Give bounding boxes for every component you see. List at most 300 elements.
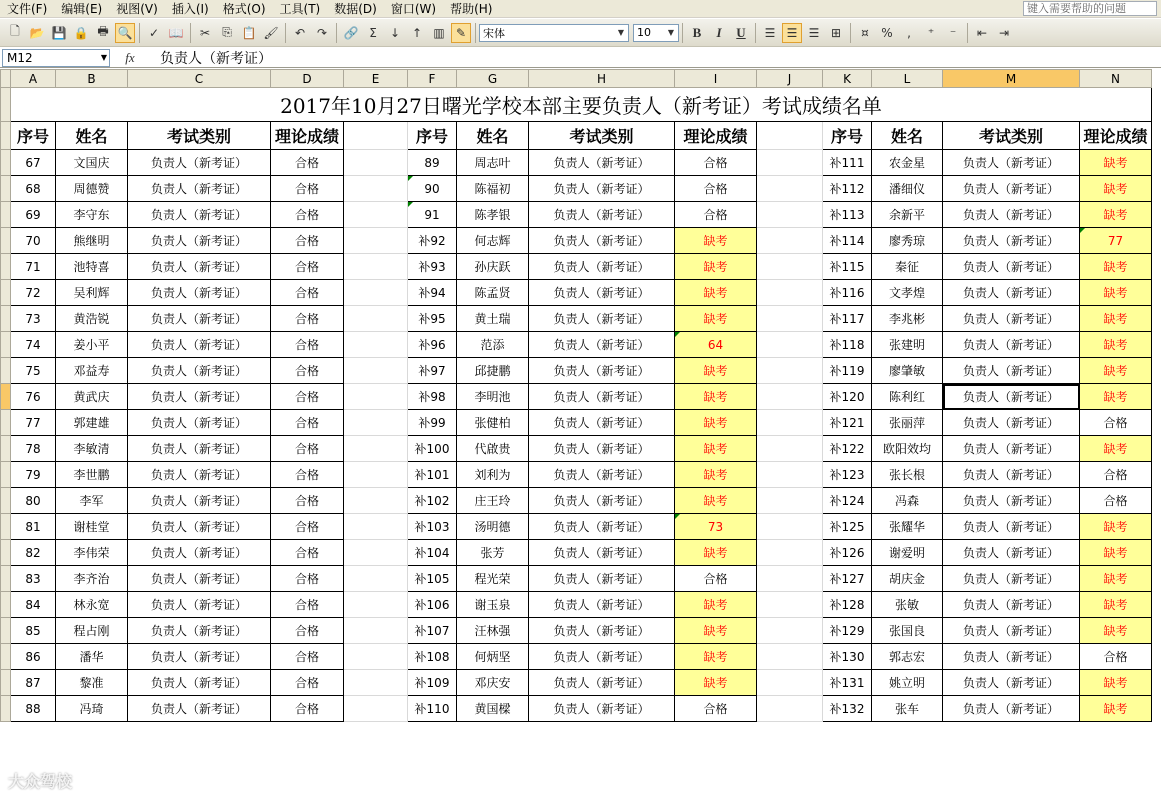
score-cell[interactable]: 合格 [271, 514, 344, 540]
serial-number-cell[interactable]: 补109 [408, 670, 457, 696]
column-title-cell[interactable]: 序号 [823, 122, 872, 150]
name-cell[interactable]: 廖肇敏 [872, 358, 943, 384]
sheet-title[interactable]: 2017年10月27日曙光学校本部主要负责人（新考证）考试成绩名单 [11, 88, 1152, 122]
score-cell[interactable]: 缺考 [1080, 358, 1152, 384]
column-title-cell[interactable]: 序号 [408, 122, 457, 150]
serial-number-cell[interactable]: 68 [11, 176, 56, 202]
name-cell[interactable]: 范添 [457, 332, 529, 358]
exam-type-cell[interactable]: 负责人（新考证） [128, 306, 271, 332]
align-center-icon[interactable]: ☰ [782, 23, 802, 43]
score-cell[interactable]: 缺考 [1080, 566, 1152, 592]
name-cell[interactable]: 冯琦 [56, 696, 128, 722]
column-header[interactable]: H [529, 70, 675, 88]
score-cell[interactable]: 合格 [271, 306, 344, 332]
format-painter-icon[interactable]: 🖌 [263, 25, 279, 40]
name-cell[interactable]: 黄国樑 [457, 696, 529, 722]
exam-type-cell[interactable]: 负责人（新考证） [943, 150, 1080, 176]
name-cell[interactable]: 李齐治 [56, 566, 128, 592]
exam-type-cell[interactable]: 负责人（新考证） [529, 592, 675, 618]
name-cell[interactable]: 文国庆 [56, 150, 128, 176]
empty-cell[interactable] [344, 332, 408, 358]
exam-type-cell[interactable]: 负责人（新考证） [128, 358, 271, 384]
score-cell[interactable]: 合格 [271, 592, 344, 618]
name-cell[interactable]: 冯森 [872, 488, 943, 514]
score-cell[interactable]: 合格 [271, 150, 344, 176]
exam-type-cell[interactable]: 负责人（新考证） [128, 488, 271, 514]
empty-cell[interactable] [757, 462, 823, 488]
exam-type-cell[interactable]: 负责人（新考证） [943, 410, 1080, 436]
serial-number-cell[interactable]: 71 [11, 254, 56, 280]
score-cell[interactable]: 合格 [1080, 488, 1152, 514]
name-cell[interactable]: 吴利辉 [56, 280, 128, 306]
bold-button[interactable]: B [692, 24, 702, 40]
cut-icon[interactable]: ✂ [199, 25, 211, 40]
name-cell[interactable]: 李敏清 [56, 436, 128, 462]
name-cell[interactable]: 陈福初 [457, 176, 529, 202]
score-cell[interactable]: 合格 [675, 566, 757, 592]
row-header[interactable] [1, 514, 11, 540]
column-header[interactable]: I [675, 70, 757, 88]
empty-cell[interactable] [344, 306, 408, 332]
column-header[interactable]: A [11, 70, 56, 88]
exam-type-cell[interactable]: 负责人（新考证） [128, 280, 271, 306]
column-title-cell[interactable]: 考试类别 [128, 122, 271, 150]
empty-cell[interactable] [344, 540, 408, 566]
menu-item[interactable]: 插入(I) [171, 1, 209, 16]
name-cell[interactable]: 代啟贵 [457, 436, 529, 462]
empty-cell[interactable] [757, 436, 823, 462]
name-cell[interactable]: 何志辉 [457, 228, 529, 254]
serial-number-cell[interactable]: 73 [11, 306, 56, 332]
score-cell[interactable]: 合格 [271, 566, 344, 592]
exam-type-cell[interactable]: 负责人（新考证） [529, 462, 675, 488]
name-cell[interactable]: 谢玉泉 [457, 592, 529, 618]
name-cell[interactable]: 郭建雄 [56, 410, 128, 436]
empty-cell[interactable] [757, 540, 823, 566]
serial-number-cell[interactable]: 补114 [823, 228, 872, 254]
name-cell[interactable]: 张建明 [872, 332, 943, 358]
currency-icon[interactable]: ¤ [861, 25, 869, 40]
score-cell[interactable]: 合格 [1080, 462, 1152, 488]
row-header[interactable] [1, 358, 11, 384]
name-cell[interactable]: 胡庆金 [872, 566, 943, 592]
percent-button[interactable]: % [881, 25, 893, 40]
exam-type-cell[interactable]: 负责人（新考证） [128, 644, 271, 670]
column-header[interactable]: N [1080, 70, 1152, 88]
serial-number-cell[interactable]: 90 [408, 176, 457, 202]
serial-number-cell[interactable]: 75 [11, 358, 56, 384]
chevron-down-icon[interactable]: ▼ [617, 27, 625, 37]
empty-cell[interactable] [757, 696, 823, 722]
print-preview-icon[interactable]: 🔍 [115, 23, 135, 43]
serial-number-cell[interactable]: 69 [11, 202, 56, 228]
empty-cell[interactable] [757, 358, 823, 384]
name-cell[interactable]: 陈孟贤 [457, 280, 529, 306]
score-cell[interactable]: 缺考 [675, 384, 757, 410]
name-cell[interactable]: 熊继明 [56, 228, 128, 254]
empty-cell[interactable] [344, 202, 408, 228]
score-cell[interactable]: 合格 [675, 150, 757, 176]
score-cell[interactable]: 合格 [675, 696, 757, 722]
name-cell[interactable]: 黄武庆 [56, 384, 128, 410]
open-folder-icon[interactable]: 📂 [29, 25, 45, 40]
column-header[interactable]: C [128, 70, 271, 88]
serial-number-cell[interactable]: 补129 [823, 618, 872, 644]
score-cell[interactable]: 缺考 [675, 436, 757, 462]
score-cell[interactable]: 合格 [271, 280, 344, 306]
serial-number-cell[interactable]: 82 [11, 540, 56, 566]
new-file-icon[interactable]: 🗋 [10, 24, 20, 38]
serial-number-cell[interactable]: 85 [11, 618, 56, 644]
name-cell[interactable]: 邓庆安 [457, 670, 529, 696]
name-cell[interactable]: 黄浩锐 [56, 306, 128, 332]
score-cell[interactable]: 缺考 [675, 488, 757, 514]
serial-number-cell[interactable]: 补99 [408, 410, 457, 436]
serial-number-cell[interactable]: 补117 [823, 306, 872, 332]
exam-type-cell[interactable]: 负责人（新考证） [529, 670, 675, 696]
row-header[interactable] [1, 644, 11, 670]
score-cell[interactable]: 缺考 [1080, 176, 1152, 202]
serial-number-cell[interactable]: 补105 [408, 566, 457, 592]
score-cell[interactable]: 73 [675, 514, 757, 540]
row-header[interactable] [1, 670, 11, 696]
serial-number-cell[interactable]: 补125 [823, 514, 872, 540]
exam-type-cell[interactable]: 负责人（新考证） [943, 332, 1080, 358]
exam-type-cell[interactable]: 负责人（新考证） [529, 254, 675, 280]
column-title-cell[interactable]: 序号 [11, 122, 56, 150]
column-title-cell[interactable]: 考试类别 [529, 122, 675, 150]
name-cell[interactable]: 李世鹏 [56, 462, 128, 488]
empty-cell[interactable] [344, 436, 408, 462]
empty-cell[interactable] [757, 150, 823, 176]
column-header[interactable]: D [271, 70, 344, 88]
empty-cell[interactable] [344, 488, 408, 514]
underline-button[interactable]: U [736, 24, 746, 40]
sort-ascending-icon[interactable]: ↓ [389, 25, 401, 40]
undo-icon[interactable]: ↶ [294, 25, 306, 40]
score-cell[interactable]: 合格 [271, 488, 344, 514]
exam-type-cell[interactable]: 负责人（新考证） [128, 202, 271, 228]
empty-cell[interactable] [344, 644, 408, 670]
name-cell[interactable]: 李守东 [56, 202, 128, 228]
name-cell[interactable]: 潘细仪 [872, 176, 943, 202]
empty-cell[interactable] [344, 358, 408, 384]
serial-number-cell[interactable]: 87 [11, 670, 56, 696]
menu-item[interactable]: 编辑(E) [61, 1, 103, 16]
serial-number-cell[interactable]: 86 [11, 644, 56, 670]
menu-item[interactable]: 数据(D) [334, 1, 377, 16]
formula-content[interactable]: 负责人（新考证） [160, 50, 272, 67]
score-cell[interactable]: 合格 [271, 176, 344, 202]
score-cell[interactable]: 合格 [271, 540, 344, 566]
column-header[interactable]: L [872, 70, 943, 88]
row-header[interactable] [1, 228, 11, 254]
exam-type-cell[interactable]: 负责人（新考证） [943, 202, 1080, 228]
exam-type-cell[interactable]: 负责人（新考证） [943, 176, 1080, 202]
empty-cell[interactable] [344, 462, 408, 488]
serial-number-cell[interactable]: 81 [11, 514, 56, 540]
name-cell[interactable]: 李兆彬 [872, 306, 943, 332]
serial-number-cell[interactable]: 补92 [408, 228, 457, 254]
exam-type-cell[interactable]: 负责人（新考证） [943, 566, 1080, 592]
decrease-decimal-icon[interactable]: ⁻ [949, 25, 957, 40]
exam-type-cell[interactable]: 负责人（新考证） [529, 696, 675, 722]
row-header[interactable] [1, 566, 11, 592]
column-title-cell[interactable]: 姓名 [457, 122, 529, 150]
empty-cell[interactable] [344, 280, 408, 306]
score-cell[interactable]: 缺考 [675, 644, 757, 670]
serial-number-cell[interactable]: 补101 [408, 462, 457, 488]
serial-number-cell[interactable]: 88 [11, 696, 56, 722]
name-cell[interactable]: 农金星 [872, 150, 943, 176]
italic-button[interactable]: I [716, 24, 722, 40]
score-cell[interactable]: 合格 [271, 670, 344, 696]
empty-cell[interactable] [344, 566, 408, 592]
name-cell[interactable]: 汤明德 [457, 514, 529, 540]
font-size-combo[interactable] [633, 24, 679, 42]
score-cell[interactable]: 合格 [271, 358, 344, 384]
row-header[interactable] [1, 488, 11, 514]
score-cell[interactable]: 合格 [271, 332, 344, 358]
score-cell[interactable]: 合格 [675, 176, 757, 202]
score-cell[interactable]: 缺考 [1080, 670, 1152, 696]
name-cell[interactable]: 秦征 [872, 254, 943, 280]
exam-type-cell[interactable]: 负责人（新考证） [529, 358, 675, 384]
empty-cell[interactable] [344, 150, 408, 176]
permission-icon[interactable]: 🔒 [73, 25, 89, 40]
serial-number-cell[interactable]: 补122 [823, 436, 872, 462]
serial-number-cell[interactable]: 补103 [408, 514, 457, 540]
name-cell[interactable]: 程占刚 [56, 618, 128, 644]
name-cell[interactable]: 池特喜 [56, 254, 128, 280]
name-cell[interactable]: 欧阳效均 [872, 436, 943, 462]
increase-decimal-icon[interactable]: ⁺ [927, 25, 935, 40]
column-header[interactable]: F [408, 70, 457, 88]
serial-number-cell[interactable]: 补119 [823, 358, 872, 384]
row-header[interactable] [1, 462, 11, 488]
menu-item[interactable]: 工具(T) [279, 1, 321, 16]
decrease-indent-icon[interactable]: ⇤ [976, 25, 988, 40]
column-header[interactable]: B [56, 70, 128, 88]
serial-number-cell[interactable]: 补126 [823, 540, 872, 566]
row-header[interactable] [1, 176, 11, 202]
score-cell[interactable]: 合格 [271, 696, 344, 722]
exam-type-cell[interactable]: 负责人（新考证） [943, 280, 1080, 306]
name-cell[interactable]: 文孝煌 [872, 280, 943, 306]
name-cell[interactable]: 张国良 [872, 618, 943, 644]
column-title-cell[interactable]: 理论成绩 [271, 122, 344, 150]
serial-number-cell[interactable]: 80 [11, 488, 56, 514]
score-cell[interactable]: 缺考 [1080, 618, 1152, 644]
serial-number-cell[interactable]: 补123 [823, 462, 872, 488]
empty-cell[interactable] [757, 488, 823, 514]
serial-number-cell[interactable]: 补100 [408, 436, 457, 462]
score-cell[interactable]: 缺考 [675, 462, 757, 488]
name-cell[interactable]: 庄王玲 [457, 488, 529, 514]
merge-center-icon[interactable]: ⊞ [830, 25, 842, 40]
align-right-icon[interactable]: ☰ [808, 25, 820, 40]
exam-type-cell[interactable]: 负责人（新考证） [943, 358, 1080, 384]
exam-type-cell[interactable]: 负责人（新考证） [529, 540, 675, 566]
name-cell[interactable]: 姚立明 [872, 670, 943, 696]
empty-cell[interactable] [344, 410, 408, 436]
serial-number-cell[interactable]: 补93 [408, 254, 457, 280]
column-header[interactable]: E [344, 70, 408, 88]
score-cell[interactable]: 缺考 [1080, 696, 1152, 722]
name-cell[interactable]: 李军 [56, 488, 128, 514]
empty-cell[interactable] [757, 514, 823, 540]
name-cell[interactable]: 张健柏 [457, 410, 529, 436]
row-header[interactable] [1, 618, 11, 644]
serial-number-cell[interactable]: 补121 [823, 410, 872, 436]
score-cell[interactable]: 缺考 [1080, 540, 1152, 566]
score-cell[interactable]: 缺考 [1080, 332, 1152, 358]
exam-type-cell[interactable]: 负责人（新考证） [128, 150, 271, 176]
score-cell[interactable]: 合格 [1080, 410, 1152, 436]
exam-type-cell[interactable]: 负责人（新考证） [529, 488, 675, 514]
exam-type-cell[interactable]: 负责人（新考证） [529, 150, 675, 176]
name-cell[interactable]: 张丽萍 [872, 410, 943, 436]
name-cell[interactable]: 程光荣 [457, 566, 529, 592]
serial-number-cell[interactable]: 91 [408, 202, 457, 228]
name-cell[interactable]: 姜小平 [56, 332, 128, 358]
serial-number-cell[interactable]: 补108 [408, 644, 457, 670]
column-title-cell[interactable]: 理论成绩 [675, 122, 757, 150]
score-cell[interactable]: 缺考 [1080, 592, 1152, 618]
serial-number-cell[interactable]: 补115 [823, 254, 872, 280]
serial-number-cell[interactable]: 补124 [823, 488, 872, 514]
exam-type-cell[interactable]: 负责人（新考证） [128, 410, 271, 436]
score-cell[interactable]: 合格 [271, 618, 344, 644]
empty-cell[interactable] [757, 254, 823, 280]
empty-cell[interactable] [757, 332, 823, 358]
score-cell[interactable]: 缺考 [1080, 254, 1152, 280]
empty-cell[interactable] [757, 644, 823, 670]
select-all-corner[interactable] [1, 70, 11, 88]
row-header[interactable] [1, 540, 11, 566]
exam-type-cell[interactable]: 负责人（新考证） [128, 332, 271, 358]
score-cell[interactable]: 缺考 [675, 618, 757, 644]
serial-number-cell[interactable]: 补102 [408, 488, 457, 514]
exam-type-cell[interactable]: 负责人（新考证） [529, 384, 675, 410]
empty-cell[interactable] [757, 618, 823, 644]
score-cell[interactable]: 缺考 [675, 280, 757, 306]
name-cell[interactable]: 周志叶 [457, 150, 529, 176]
serial-number-cell[interactable]: 76 [11, 384, 56, 410]
exam-type-cell[interactable]: 负责人（新考证） [529, 176, 675, 202]
empty-cell[interactable] [344, 696, 408, 722]
exam-type-cell[interactable]: 负责人（新考证） [943, 306, 1080, 332]
serial-number-cell[interactable]: 补113 [823, 202, 872, 228]
exam-type-cell[interactable]: 负责人（新考证） [943, 488, 1080, 514]
name-cell[interactable]: 张长根 [872, 462, 943, 488]
column-header[interactable]: M [943, 70, 1080, 88]
score-cell[interactable]: 缺考 [675, 670, 757, 696]
column-title-cell[interactable]: 理论成绩 [1080, 122, 1152, 150]
score-cell[interactable]: 合格 [271, 436, 344, 462]
empty-cell[interactable] [344, 592, 408, 618]
menu-item[interactable]: 文件(F) [7, 1, 48, 16]
row-header[interactable] [1, 436, 11, 462]
exam-type-cell[interactable]: 负责人（新考证） [529, 514, 675, 540]
serial-number-cell[interactable]: 77 [11, 410, 56, 436]
score-cell[interactable]: 合格 [271, 228, 344, 254]
row-header[interactable] [1, 696, 11, 722]
serial-number-cell[interactable]: 84 [11, 592, 56, 618]
empty-cell[interactable] [757, 384, 823, 410]
empty-cell[interactable] [757, 228, 823, 254]
font-name-combo[interactable] [479, 24, 629, 42]
score-cell[interactable]: 缺考 [675, 592, 757, 618]
exam-type-cell[interactable]: 负责人（新考证） [943, 462, 1080, 488]
serial-number-cell[interactable]: 79 [11, 462, 56, 488]
name-cell[interactable]: 张敏 [872, 592, 943, 618]
serial-number-cell[interactable]: 89 [408, 150, 457, 176]
hyperlink-icon[interactable]: 🔗 [343, 25, 359, 40]
score-cell[interactable]: 合格 [271, 410, 344, 436]
name-cell[interactable]: 刘利为 [457, 462, 529, 488]
function-icon[interactable]: fx [125, 49, 135, 65]
score-cell[interactable]: 64 [675, 332, 757, 358]
exam-type-cell[interactable]: 负责人（新考证） [128, 436, 271, 462]
column-header[interactable]: K [823, 70, 872, 88]
name-cell[interactable]: 潘华 [56, 644, 128, 670]
empty-cell[interactable] [757, 280, 823, 306]
score-cell[interactable]: 合格 [675, 202, 757, 228]
serial-number-cell[interactable]: 补94 [408, 280, 457, 306]
chevron-down-icon[interactable]: ▼ [667, 27, 675, 37]
empty-cell[interactable] [344, 618, 408, 644]
score-cell[interactable]: 合格 [271, 202, 344, 228]
name-box[interactable] [2, 49, 110, 67]
align-left-icon[interactable]: ☰ [764, 25, 776, 40]
column-header[interactable]: G [457, 70, 529, 88]
name-cell[interactable]: 林永宽 [56, 592, 128, 618]
comma-style-button[interactable]: , [907, 25, 911, 40]
column-title-cell[interactable]: 考试类别 [943, 122, 1080, 150]
score-cell[interactable]: 缺考 [675, 358, 757, 384]
serial-number-cell[interactable]: 补110 [408, 696, 457, 722]
name-cell[interactable]: 廖秀琼 [872, 228, 943, 254]
exam-type-cell[interactable]: 负责人（新考证） [943, 540, 1080, 566]
name-cell[interactable]: 张车 [872, 696, 943, 722]
menu-item[interactable]: 格式(O) [222, 1, 266, 16]
name-cell[interactable]: 张耀华 [872, 514, 943, 540]
serial-number-cell[interactable]: 补95 [408, 306, 457, 332]
exam-type-cell[interactable]: 负责人（新考证） [943, 384, 1080, 410]
score-cell[interactable]: 合格 [271, 384, 344, 410]
empty-cell[interactable] [344, 514, 408, 540]
empty-cell[interactable] [757, 306, 823, 332]
serial-number-cell[interactable]: 补116 [823, 280, 872, 306]
exam-type-cell[interactable]: 负责人（新考证） [529, 410, 675, 436]
score-cell[interactable]: 缺考 [675, 410, 757, 436]
serial-number-cell[interactable]: 74 [11, 332, 56, 358]
row-header[interactable] [1, 88, 11, 122]
name-cell[interactable]: 陈利红 [872, 384, 943, 410]
row-header[interactable] [1, 150, 11, 176]
row-header[interactable] [1, 306, 11, 332]
exam-type-cell[interactable]: 负责人（新考证） [128, 514, 271, 540]
autosum-icon[interactable]: Σ [369, 25, 377, 40]
score-cell[interactable]: 合格 [271, 254, 344, 280]
serial-number-cell[interactable]: 补104 [408, 540, 457, 566]
redo-icon[interactable]: ↷ [316, 25, 328, 40]
row-header[interactable] [1, 410, 11, 436]
increase-indent-icon[interactable]: ⇥ [998, 25, 1010, 40]
score-cell[interactable]: 缺考 [1080, 202, 1152, 228]
row-header[interactable] [1, 280, 11, 306]
